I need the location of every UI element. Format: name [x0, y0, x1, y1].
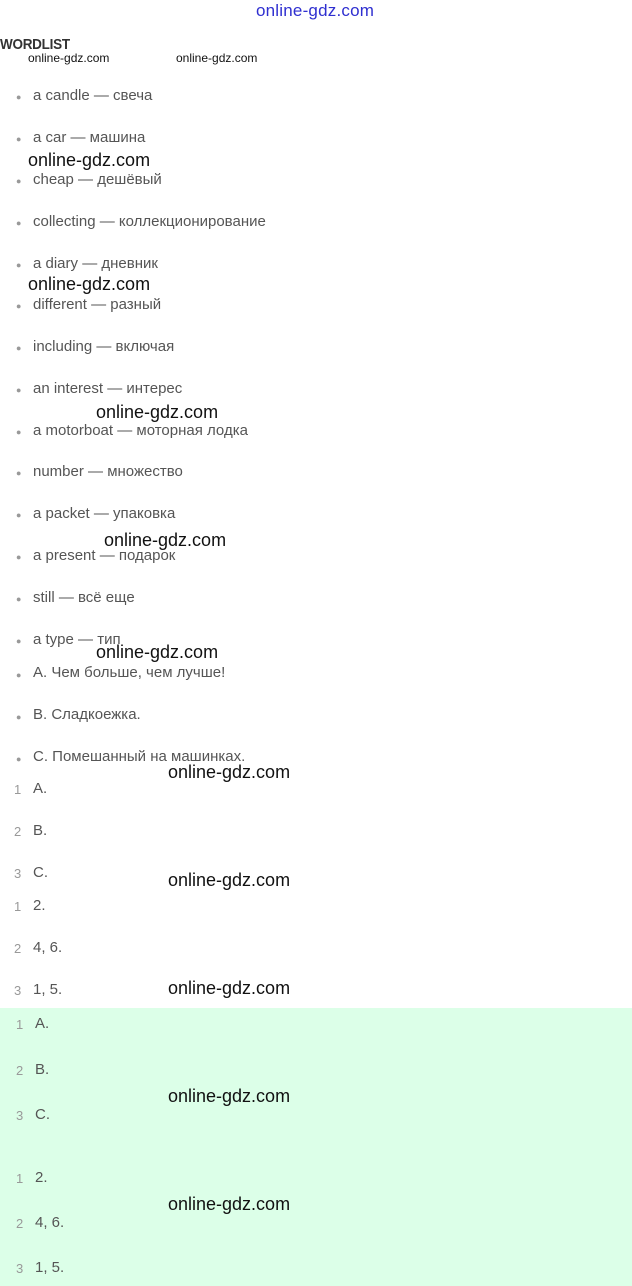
watermark: online-gdz.com — [28, 51, 110, 65]
watermark: online-gdz.com — [28, 274, 151, 294]
watermark: online-gdz.com — [168, 978, 291, 998]
answer-text: 4, 6. — [35, 1214, 65, 1231]
watermark: online-gdz.com — [168, 1086, 291, 1106]
site-logo[interactable]: online-gdz.com — [256, 1, 375, 20]
list-item: a car — машина — [33, 129, 146, 146]
list-number: 1 — [14, 782, 22, 797]
answer-text: 2. — [35, 1169, 48, 1186]
answer-text: B. — [35, 1061, 50, 1078]
bullet-icon: ● — [16, 92, 22, 102]
list-item: B. Сладкоежка. — [33, 706, 141, 723]
watermark: online-gdz.com — [176, 51, 258, 65]
list-item: number — множество — [33, 463, 183, 480]
watermark: online-gdz.com — [168, 762, 291, 782]
list-number: 3 — [14, 983, 22, 998]
list-number: 2 — [14, 824, 22, 839]
list-item: still — всё еще — [33, 589, 135, 606]
answer-text: 1, 5. — [33, 981, 63, 998]
list-number: 3 — [16, 1108, 24, 1123]
watermark: online-gdz.com — [28, 150, 151, 170]
list-item: a type — тип — [33, 631, 121, 648]
bullet-icon: ● — [16, 385, 22, 395]
list-item: including — включая — [33, 338, 175, 355]
bullet-icon: ● — [16, 510, 22, 520]
bullet-icon: ● — [16, 176, 22, 186]
bullet-icon: ● — [16, 712, 22, 722]
bullet-icon: ● — [16, 218, 22, 228]
page-title: WORDLIST — [0, 36, 70, 53]
bullet-icon: ● — [16, 260, 22, 270]
list-item: collecting — коллекционирование — [33, 213, 266, 230]
watermark: online-gdz.com — [96, 642, 219, 662]
list-item: a diary — дневник — [33, 255, 158, 272]
watermark: online-gdz.com — [96, 402, 219, 422]
answer-text: A. — [35, 1015, 50, 1032]
bullet-icon: ● — [16, 594, 22, 604]
bullet-icon: ● — [16, 552, 22, 562]
highlighted-answer-block — [0, 1008, 632, 1286]
list-number: 3 — [14, 866, 22, 881]
list-item: a present — подарок — [33, 547, 176, 564]
answer-text: 2. — [33, 897, 46, 914]
bullet-icon: ● — [16, 636, 22, 646]
list-number: 1 — [14, 899, 22, 914]
bullet-icon: ● — [16, 301, 22, 311]
watermark: online-gdz.com — [104, 530, 227, 550]
list-number: 3 — [16, 1261, 24, 1276]
list-number: 2 — [16, 1216, 24, 1231]
list-number: 1 — [16, 1171, 24, 1186]
list-item: a packet — упаковка — [33, 505, 176, 522]
answer-text: 1, 5. — [35, 1259, 65, 1276]
answer-text: A. — [33, 780, 48, 797]
watermark: online-gdz.com — [168, 870, 291, 890]
answer-text: 4, 6. — [33, 939, 63, 956]
bullet-icon: ● — [16, 343, 22, 353]
list-item: cheap — дешёвый — [33, 171, 162, 188]
bullet-icon: ● — [16, 468, 22, 478]
answer-text: C. — [33, 864, 48, 881]
list-number: 1 — [16, 1017, 24, 1032]
bullet-icon: ● — [16, 134, 22, 144]
bullet-icon: ● — [16, 427, 22, 437]
list-item: A. Чем больше, чем лучше! — [33, 664, 226, 681]
list-item: C. Помешанный на машинках. — [33, 748, 246, 765]
list-item: different — разный — [33, 296, 162, 313]
list-number: 2 — [16, 1063, 24, 1078]
list-item: a candle — свеча — [33, 87, 153, 104]
list-item: an interest — интерес — [33, 380, 183, 397]
bullet-icon: ● — [16, 754, 22, 764]
watermark: online-gdz.com — [168, 1194, 291, 1214]
list-item: a motorboat — моторная лодка — [33, 422, 248, 439]
answer-text: B. — [33, 822, 48, 839]
list-number: 2 — [14, 941, 22, 956]
answer-text: C. — [35, 1106, 50, 1123]
bullet-icon: ● — [16, 670, 22, 680]
